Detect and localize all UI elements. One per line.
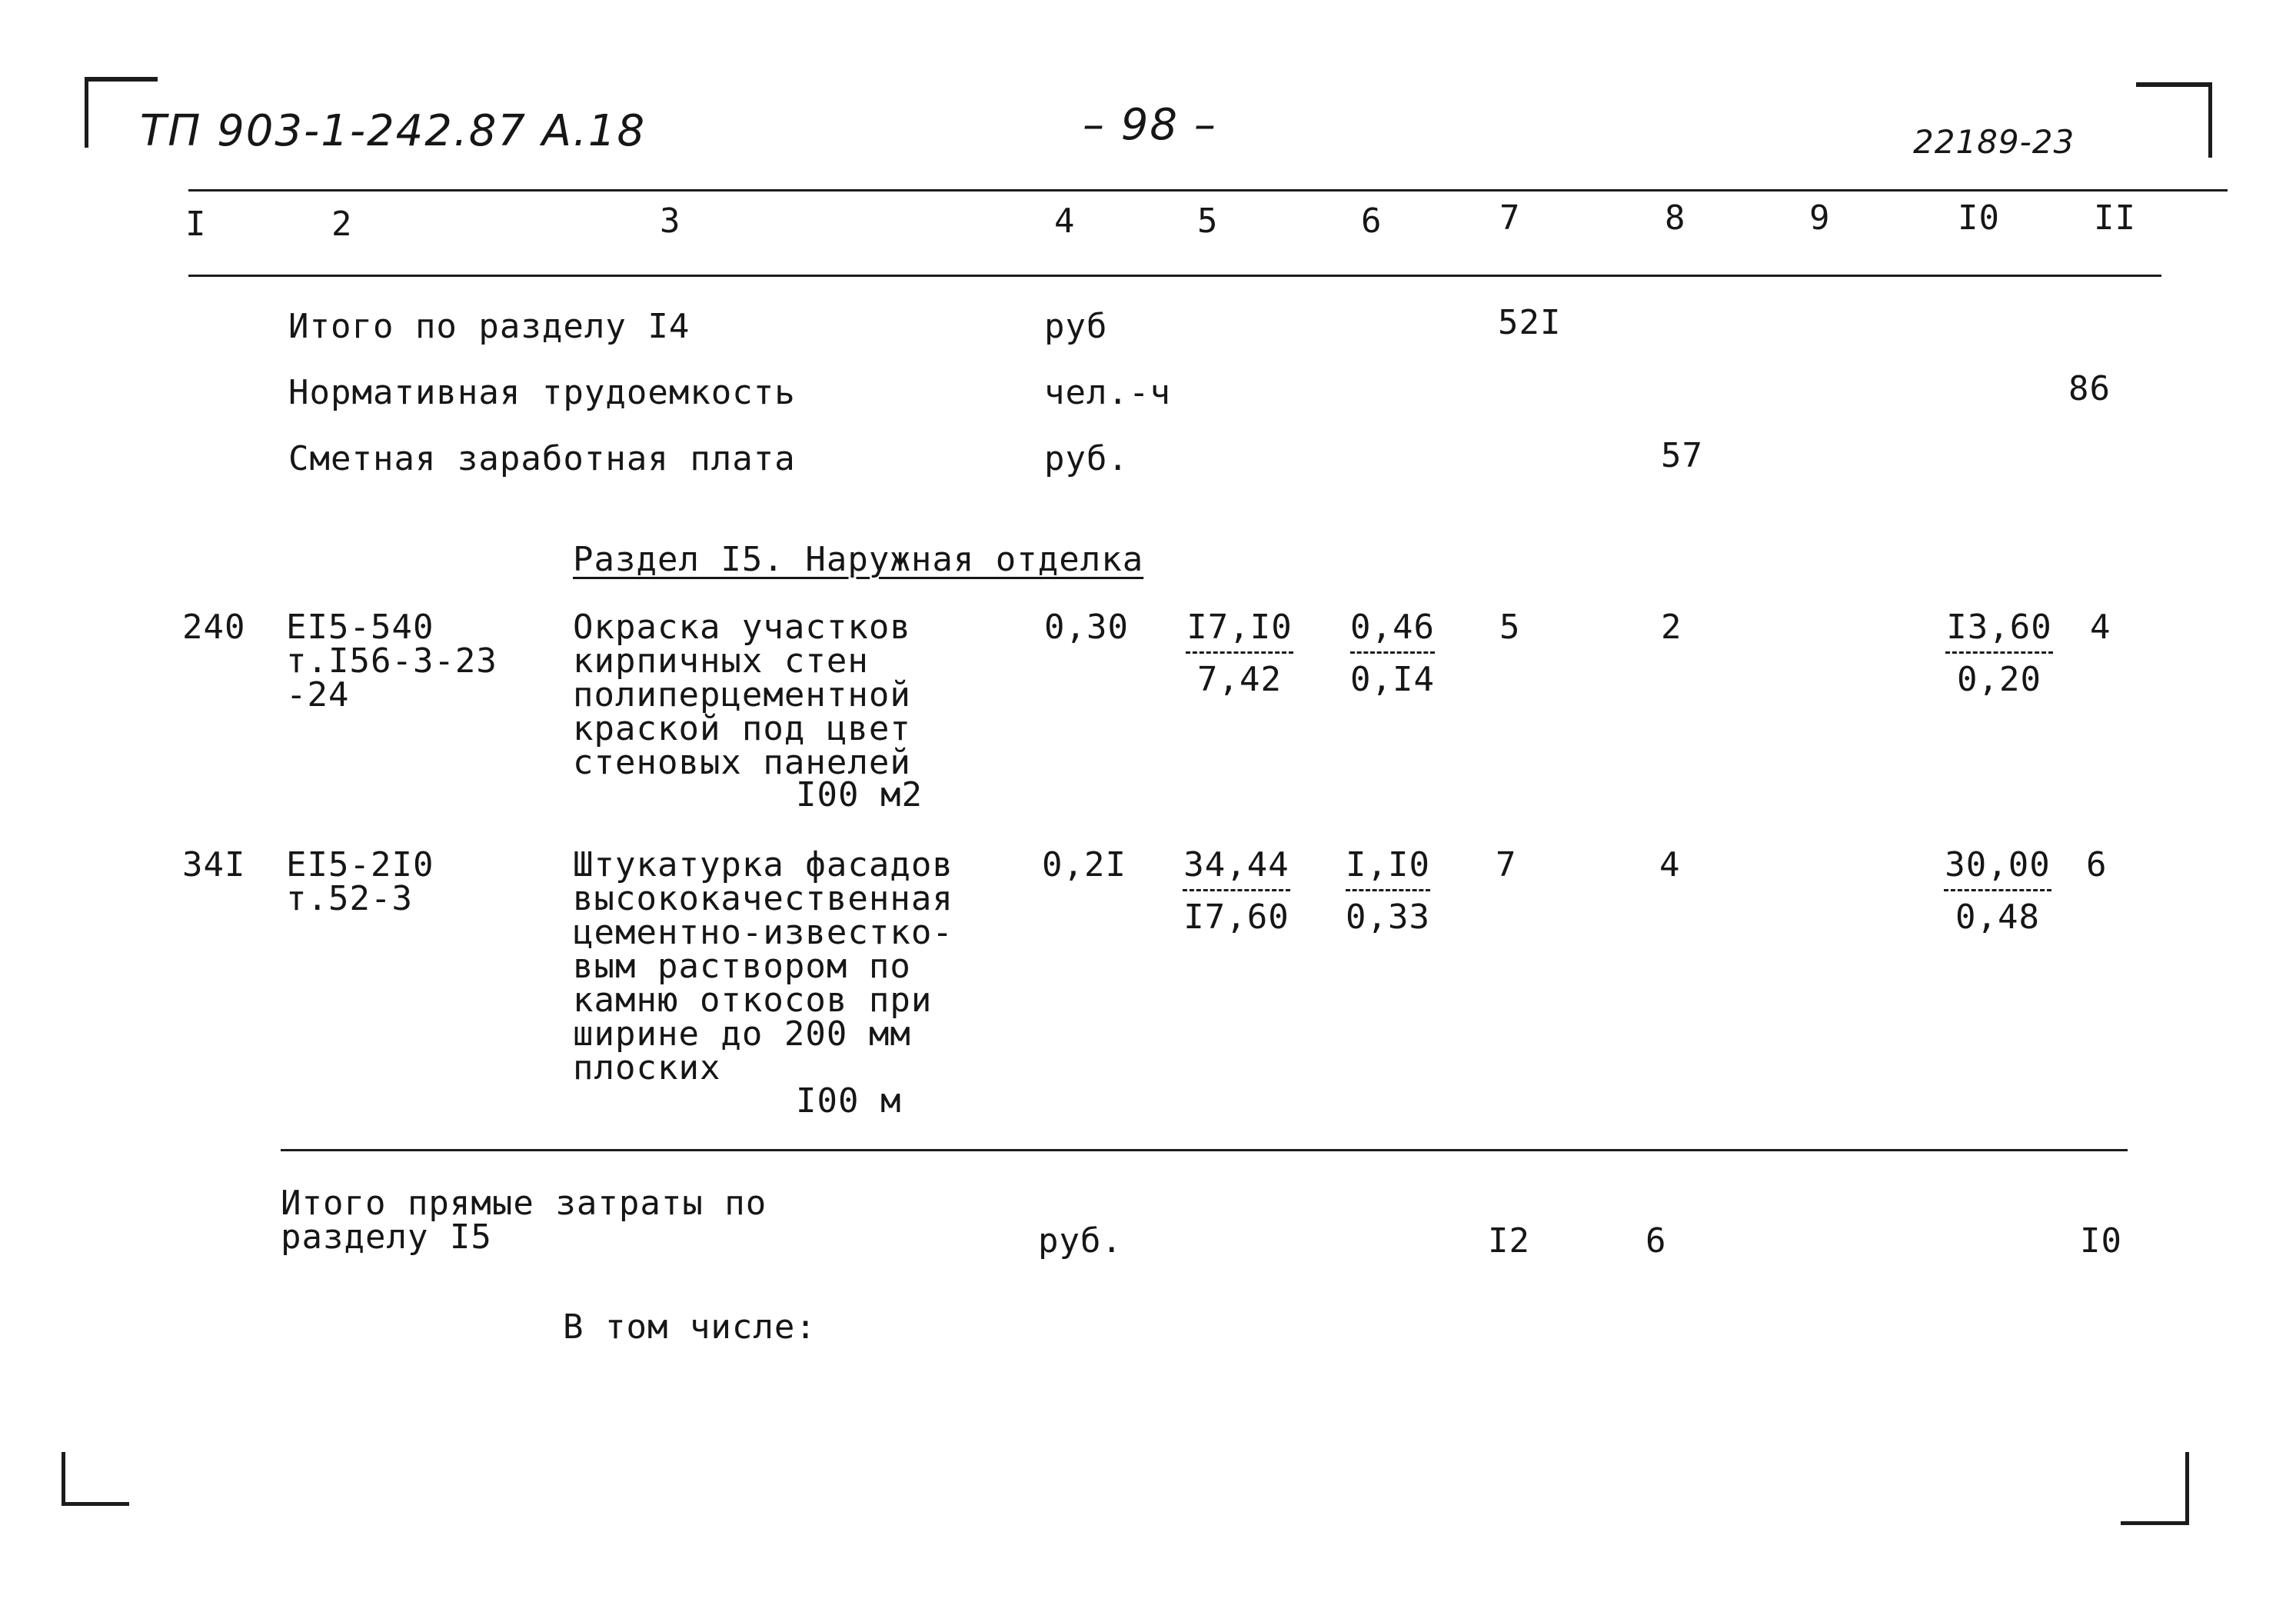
item-col8: 4	[1659, 845, 1681, 884]
summary-unit: руб	[1044, 307, 1108, 346]
document-code: ТП 903-1-242.87 А.18	[140, 106, 647, 156]
frame-corner-top-left-v	[85, 77, 88, 148]
total-value-col7: I2	[1488, 1221, 1530, 1261]
sheet-code: 22189-23	[1913, 123, 2075, 161]
item-col5-fraction: I7,I0 7,42	[1186, 608, 1293, 699]
frame-corner-bottom-right-h	[2121, 1521, 2189, 1525]
summary-value-col7: 52I	[1498, 303, 1562, 342]
item-col7: 5	[1499, 608, 1521, 647]
total-value-col11: I0	[2080, 1221, 2122, 1261]
item-quantity: 0,2I	[1042, 845, 1126, 884]
item-col11: 4	[2090, 608, 2111, 647]
labor-intensity-value-col11: 86	[2068, 369, 2111, 408]
column-header-2: 2	[331, 205, 353, 244]
item-code: EI5-540 т.I56-3-23 -24	[286, 608, 497, 714]
item-col10-fraction: 30,00 0,48	[1945, 845, 2051, 937]
wage-value-col8: 57	[1661, 436, 1703, 475]
column-header-4: 4	[1054, 201, 1076, 241]
frame-corner-top-right-h	[2136, 82, 2211, 87]
item-col6-fraction: 0,46 0,I4	[1350, 608, 1435, 699]
item-description: Штукатурка фасадов высококачественная цементно-известко- вым раствором по камню откосов при ширине до 200 мм плоских	[573, 845, 953, 1087]
wage-label: Сметная заработная плата	[288, 439, 796, 478]
column-header-3: 3	[660, 201, 681, 241]
item-col8: 2	[1661, 608, 1682, 647]
table-header-rule	[188, 275, 2161, 277]
column-header-9: 9	[1809, 198, 1831, 238]
item-col5-fraction: 34,44 I7,60	[1183, 845, 1289, 937]
item-number: 240	[182, 608, 246, 647]
wage-unit: руб.	[1044, 439, 1129, 478]
frame-corner-bottom-left-v	[62, 1452, 65, 1506]
frame-corner-bottom-left-h	[62, 1502, 129, 1506]
column-header-1: I	[185, 205, 207, 244]
total-label: Итого прямые затраты по разделу I5	[281, 1184, 767, 1257]
section-title: Раздел I5. Наружная отделка	[573, 540, 1144, 579]
item-col6-fraction: I,I0 0,33	[1346, 845, 1430, 937]
total-unit: руб.	[1038, 1221, 1123, 1261]
item-code: EI5-2I0 т.52-3	[286, 845, 434, 918]
table-bottom-rule	[281, 1149, 2128, 1151]
item-number: 34I	[182, 845, 246, 884]
column-header-6: 6	[1361, 201, 1383, 241]
item-measure-unit: I00 м	[796, 1081, 902, 1121]
item-quantity: 0,30	[1044, 608, 1129, 647]
item-col10-fraction: I3,60 0,20	[1946, 608, 2052, 699]
table-top-rule	[188, 189, 2228, 192]
total-value-col8: 6	[1645, 1221, 1667, 1261]
summary-label: Итого по разделу I4	[288, 307, 690, 346]
item-col11: 6	[2086, 845, 2108, 884]
including-label: В том числе:	[563, 1307, 817, 1347]
column-header-11: II	[2094, 198, 2136, 238]
column-header-10: I0	[1958, 198, 2000, 238]
frame-corner-top-right-v	[2208, 82, 2212, 158]
item-description: Окраска участков кирпичных стен полиперцементной краской под цвет стеновых панелей	[573, 608, 911, 782]
labor-intensity-unit: чел.-ч	[1044, 373, 1171, 412]
column-header-5: 5	[1197, 201, 1219, 241]
item-col7: 7	[1496, 845, 1517, 884]
labor-intensity-label: Нормативная трудоемкость	[288, 373, 796, 412]
column-header-7: 7	[1499, 198, 1521, 238]
frame-corner-top-left-h	[85, 77, 158, 82]
page-number: – 98 –	[1083, 100, 1217, 150]
frame-corner-bottom-right-v	[2185, 1452, 2189, 1525]
item-measure-unit: I00 м2	[796, 775, 923, 814]
column-header-8: 8	[1665, 198, 1686, 238]
